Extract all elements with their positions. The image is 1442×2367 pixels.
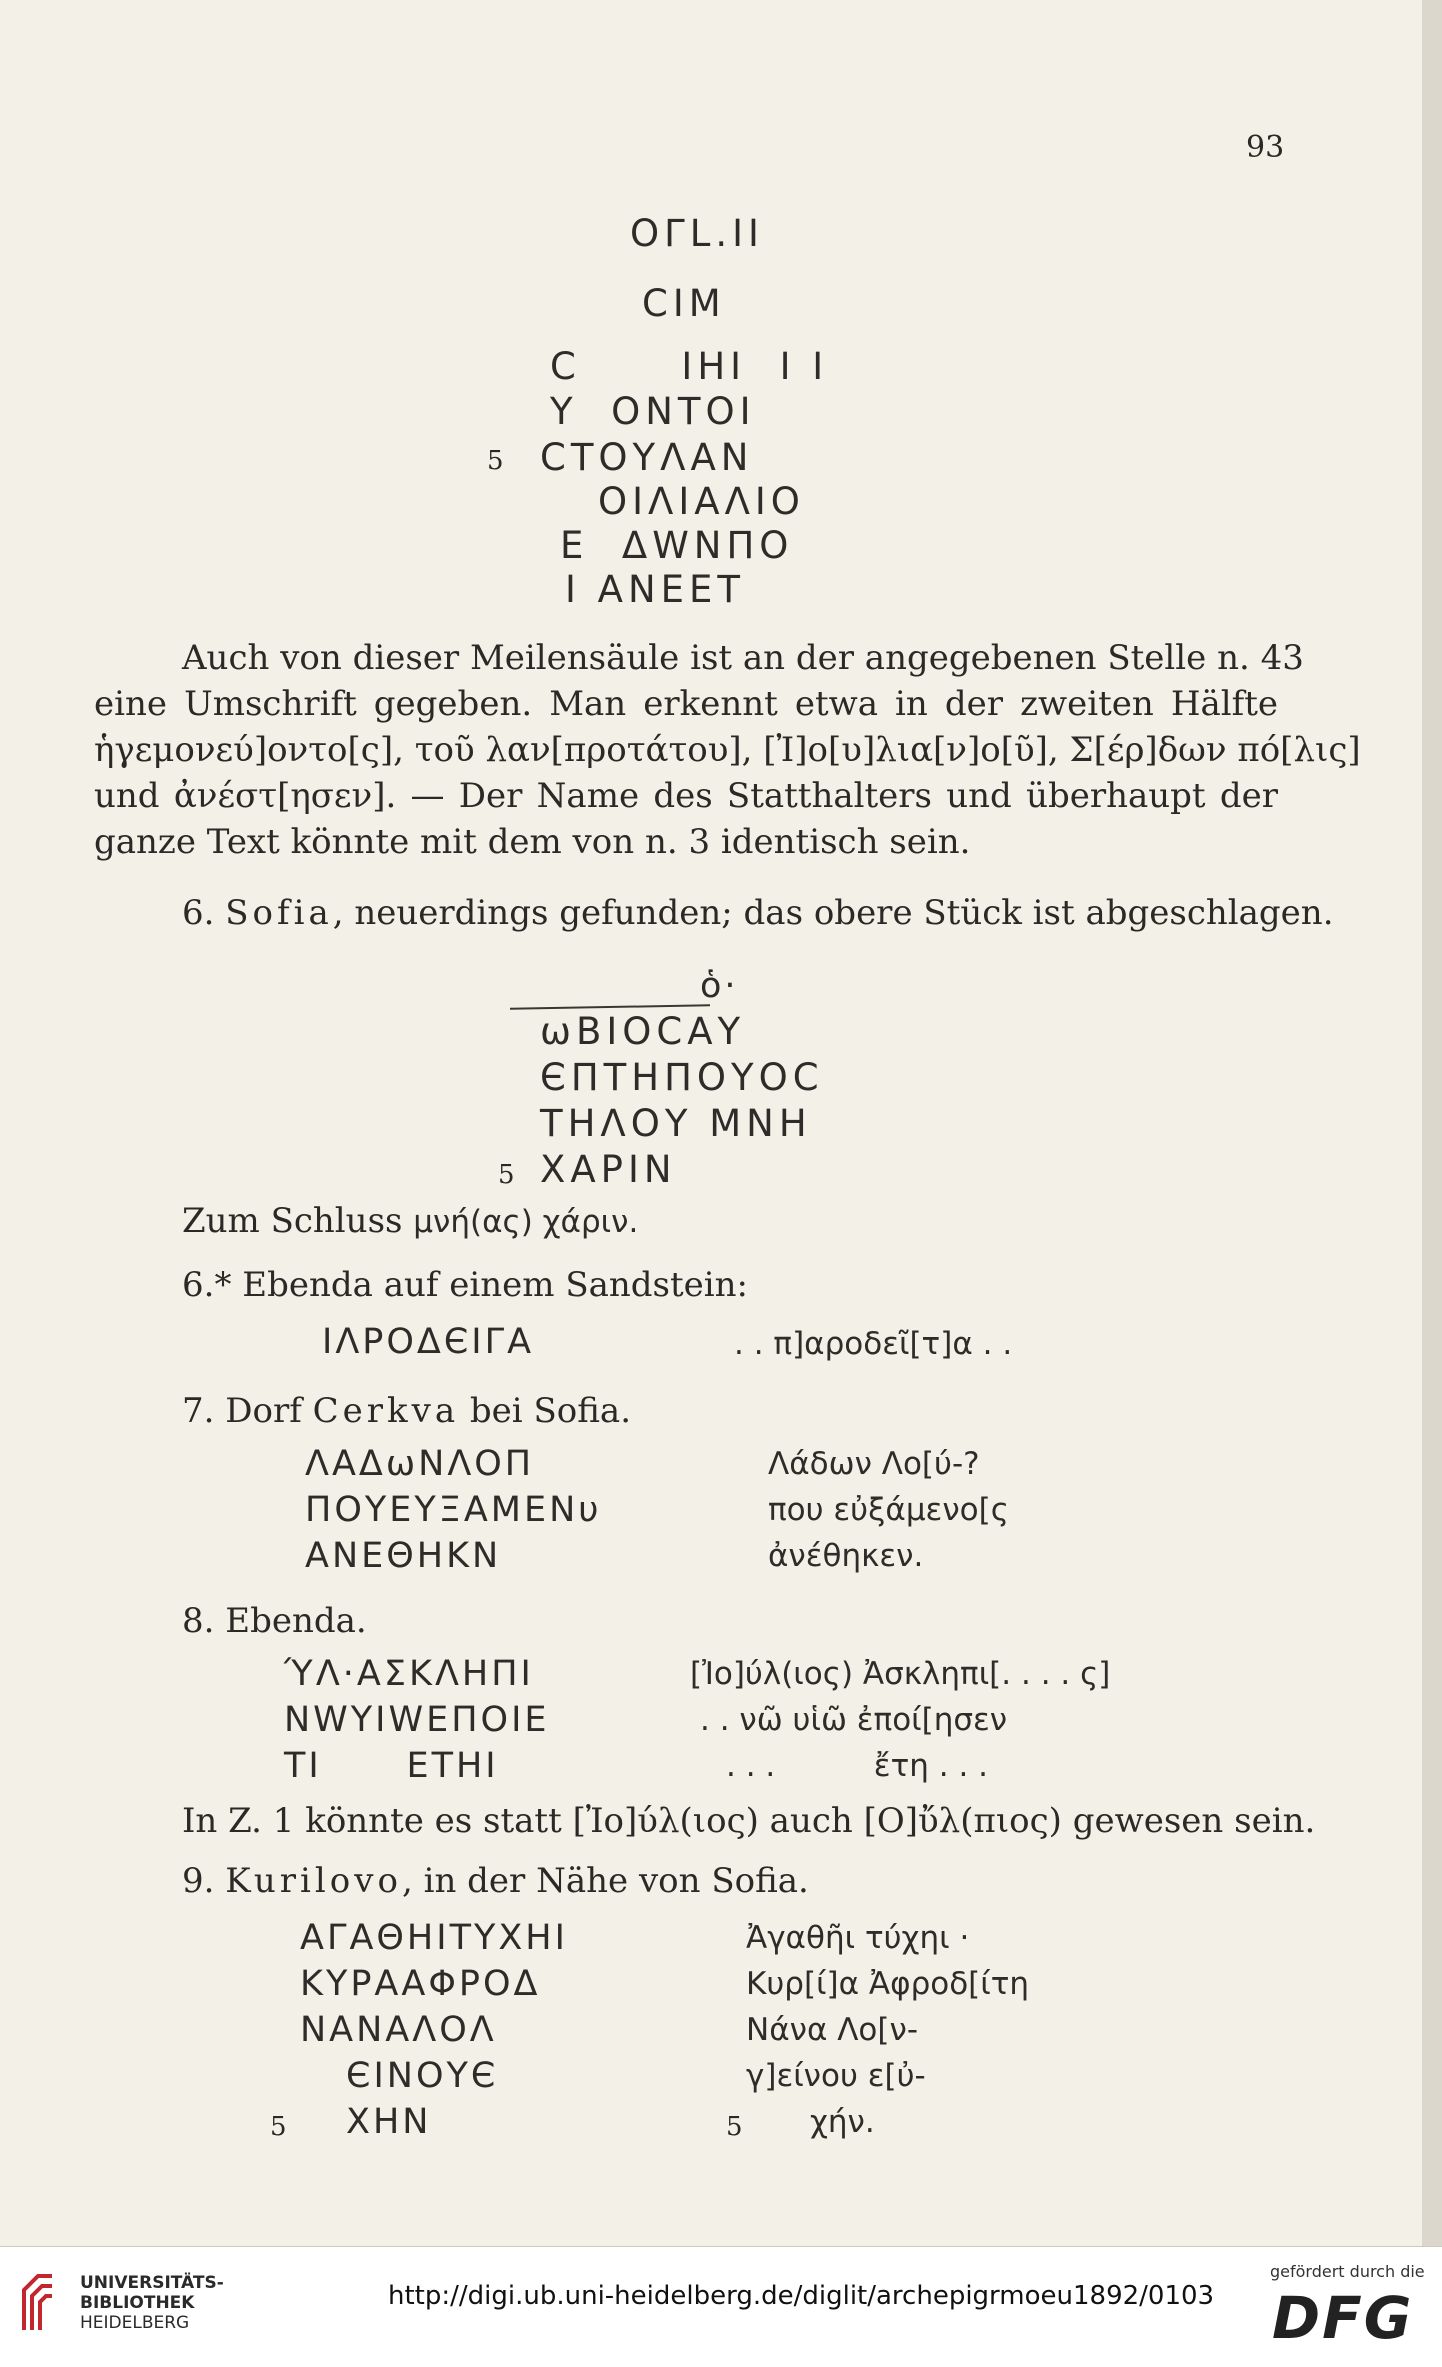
note-greek: μνή(ας) χάριν.	[413, 1204, 639, 1240]
paragraph-line: eine Umschrift gegeben. Man erkennt etwa in der zweiten Hälfte	[94, 684, 1278, 724]
inscription-6b: ΙΛΡΟΔЄΙΓΑ	[322, 1322, 535, 1362]
university-name-line: BIBLIOTHEK	[80, 2293, 195, 2313]
note-8: In Z. 1 könnte es statt [Ἰο]ύλ(ιος) auch [Ο]ὔλ(πιος) gewesen sein.	[182, 1801, 1316, 1841]
inscription-1-line: C ΙΗΙ Ι Ι	[550, 345, 829, 388]
university-name-line: UNIVERSITÄTS-	[80, 2273, 224, 2293]
paragraph-line: ἡγεμονεύ]οντο[ς], τοῦ λαν[προτάτου], [Ἰ]ο[υ]λια[ν]ο[ῦ], Σ[έρ]δων πό[λις]	[94, 730, 1361, 770]
transcription-7-line: που εὐξάμενο[ς	[768, 1492, 1009, 1528]
transcription-7-line: Λάδων Λο[ύ-?	[768, 1446, 980, 1482]
inscription-6-line: ΧΑΡΙΝ	[540, 1148, 677, 1191]
line-number: 5	[487, 446, 504, 476]
inscription-7-line: ΠΟΥΕΥΞΑΜΕΝυ	[305, 1490, 602, 1530]
item-description: , in der Nähe von Sofia.	[401, 1861, 809, 1901]
line-number: 5	[726, 2112, 743, 2142]
item-8-heading: 8. Ebenda.	[182, 1601, 367, 1641]
inscription-9-line: ΚΥΡΑΑΦΡΟΔ	[300, 1964, 541, 2004]
inscription-1-line: Ε ΔWΝΠΟ	[560, 524, 794, 567]
page-gutter	[1422, 0, 1442, 2246]
transcription-8-line: . . νῶ υἱῶ ἐποί[ησεν	[700, 1702, 1008, 1738]
inscription-1-line: ΟΙΛΙΑΛΙΟ	[598, 480, 805, 523]
transcription-8-line: [Ἰο]ύλ(ιος) Ἀσκληπι[. . . . ς]	[690, 1656, 1111, 1692]
inscription-6-line: ΤΗΛΟΥ ΜΝΗ	[540, 1102, 812, 1145]
inscription-6-mark: ὁ·	[700, 966, 739, 1006]
transcription-9-line: χήν.	[810, 2104, 875, 2140]
inscription-8-line: ΤΙ ΕΤΗΙ	[284, 1746, 499, 1786]
item-number: 6.	[182, 893, 215, 933]
funded-by-label: gefördert durch die	[1270, 2262, 1425, 2281]
note-6	[182, 1198, 638, 1245]
inscription-9-line: ЄΙΝΟΥЄ	[346, 2056, 499, 2096]
place-name: Kurilovo	[225, 1861, 402, 1901]
page-number: 93	[1246, 130, 1285, 165]
transcription-8-line: . . . ἔτη . . .	[726, 1748, 989, 1784]
transcription-6b: . . π]αροδεῖ[τ]α . .	[734, 1326, 1013, 1362]
place-name: Sofia	[225, 893, 333, 933]
note-text: Zum Schluss	[182, 1201, 414, 1241]
paragraph-line: Auch von dieser Meilensäule ist an der angegebenen Stelle n. 43	[182, 638, 1304, 678]
inscription-6-line: ωΒΙΟCΑΥ	[540, 1010, 746, 1053]
inscription-6-line: ЄΠΤΗΠΟΥΟC	[540, 1056, 824, 1099]
inscription-9-line: ΝΑΝΑΛΟΛ	[300, 2010, 497, 2050]
inscription-1-line: ΟΓL.ΙΙ	[630, 212, 764, 255]
inscription-7-line: ΛΑΔωΝΛΟΠ	[305, 1444, 535, 1484]
item-9-heading	[182, 1858, 809, 1904]
inscription-9-line: ΑΓΑΘΗΙΤΥΧΗΙ	[300, 1918, 568, 1958]
inscription-1-line: Υ ΟΝΤΟΙ	[550, 390, 756, 433]
paragraph-line: und ἀνέστ[ησεν]. — Der Name des Statthalters und überhaupt der	[94, 776, 1278, 816]
item-6b-heading: 6.* Ebenda auf einem Sandstein:	[182, 1265, 748, 1305]
item-6-heading	[182, 890, 1334, 936]
item-description: , neuerdings gefunden; das obere Stück ist abgeschlagen.	[332, 893, 1334, 933]
inscription-1-line: Ι ΑΝΕΕΤ	[565, 568, 746, 611]
transcription-9-line: γ]είνου ε[ὐ-	[746, 2058, 926, 2094]
transcription-9-line: Νάνα Λο[ν-	[746, 2012, 918, 2048]
item-7-heading	[182, 1388, 631, 1434]
permalink-url[interactable]: http://digi.ub.uni-heidelberg.de/diglit/archepigrmoeu1892/0103	[388, 2281, 1215, 2311]
paragraph-line: ganze Text könnte mit dem von n. 3 identisch sein.	[94, 822, 971, 862]
item-description: bei Sofia.	[459, 1391, 632, 1431]
transcription-9-line: Κυρ[ί]α Ἀφροδ[ίτη	[746, 1966, 1030, 2002]
item-number: 7. Dorf	[182, 1391, 313, 1431]
inscription-1-line: CΙΜ	[642, 282, 726, 325]
inscription-1-line: CΤΟΥΛΑΝ	[540, 436, 754, 479]
transcription-9-line: Ἀγαθῆι τύχηι ·	[746, 1920, 970, 1956]
university-library-logo-icon	[18, 2268, 58, 2334]
inscription-8-line: ΝWΥΙWΕΠΟΙΕ	[284, 1700, 550, 1740]
line-number: 5	[270, 2112, 287, 2142]
item-number: 9.	[182, 1861, 226, 1901]
dfg-logo: DFG	[1272, 2284, 1414, 2352]
university-library-name	[80, 2273, 224, 2333]
university-name-line: HEIDELBERG	[80, 2313, 190, 2333]
place-name: Cerkva	[312, 1391, 460, 1431]
transcription-7-line: ἀνέθηκεν.	[768, 1538, 924, 1574]
inscription-7-line: ΑΝΕΘΗΚΝ	[305, 1536, 502, 1576]
inscription-9-line: ΧΗΝ	[346, 2102, 432, 2142]
inscription-8-line: ΎΛ·ΑΣΚΛΗΠΙ	[284, 1654, 534, 1694]
line-number: 5	[498, 1160, 515, 1190]
